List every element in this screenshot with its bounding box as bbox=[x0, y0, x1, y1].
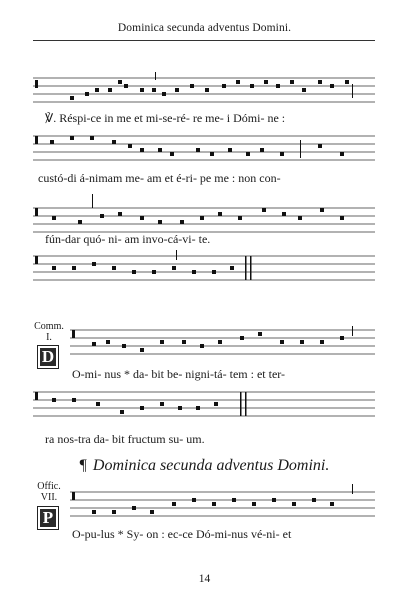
communion-initial-letter: D bbox=[41, 347, 55, 366]
music-staff-7 bbox=[0, 484, 409, 554]
offertory-label-abbr: Offic. bbox=[37, 481, 61, 492]
page-number: 14 bbox=[198, 573, 211, 585]
communion-label-mode: I. bbox=[46, 332, 52, 343]
offertory-label-mode: VII. bbox=[40, 492, 58, 503]
section-title: Dominica secunda adventus Domini. bbox=[92, 457, 330, 474]
lyric-line-3: fún-dar quó- ni- am invo-cá-vi- te. bbox=[45, 232, 211, 246]
lyric-line-1: ℣. Réspi-ce in me et mi-se-ré- re me- i Dómi- ne : bbox=[45, 111, 286, 125]
lyric-line-5: ra nos-tra da- bit fructum su- um. bbox=[45, 432, 205, 446]
lyric-line-4: O-mi- nus * da- bit be- nigni-tá- tem : et ter- bbox=[72, 367, 286, 381]
offertory-initial-letter: P bbox=[42, 508, 54, 527]
running-header: Dominica secunda adventus Domini. bbox=[117, 22, 292, 34]
lyric-line-2: custó-di á-nimam me- am et é-ri- pe me : non con- bbox=[38, 171, 281, 185]
header-rule bbox=[33, 40, 375, 41]
section-heading bbox=[0, 457, 409, 475]
pilcrow-icon: ¶ bbox=[79, 457, 87, 474]
music-staff-4 bbox=[0, 248, 409, 318]
communion-label-abbr: Comm. bbox=[34, 321, 64, 332]
lyric-line-6: O-pu-lus * Sy- on : ec-ce Dó-mi-nus vé-ni- et bbox=[72, 527, 292, 541]
